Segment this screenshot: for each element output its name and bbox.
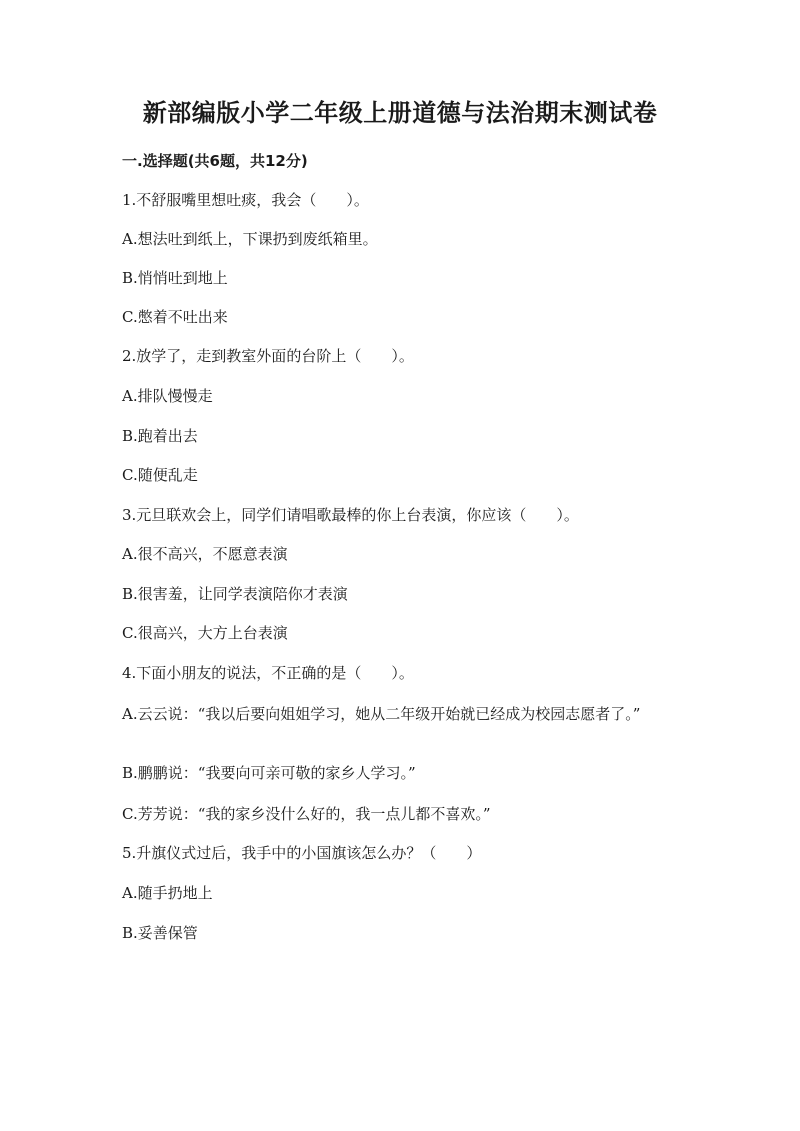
question-stem: 5.升旗仪式过后，我手中的小国旗该怎么办？（ ）: [122, 844, 482, 862]
exam-title: 新部编版小学二年级上册道德与法治期末测试卷: [142, 99, 658, 127]
question-option: A.想法吐到纸上，下课扔到废纸箱里。: [122, 230, 378, 248]
question-option: B.很害羞，让同学表演陪你才表演: [122, 585, 348, 603]
question-stem: 3.元旦联欢会上，同学们请唱歌最棒的你上台表演，你应该（ ）。: [122, 506, 579, 524]
question-option: A.云云说：“我以后要向姐姐学习，她从二年级开始就已经成为校园志愿者了。”: [122, 705, 641, 723]
question-stem: 2.放学了，走到教室外面的台阶上（ ）。: [122, 347, 414, 365]
question-option: C.很高兴，大方上台表演: [122, 624, 288, 642]
question-stem: 1.不舒服嘴里想吐痰，我会（ ）。: [122, 191, 369, 209]
question-option: A.很不高兴，不愿意表演: [122, 545, 288, 563]
question-option: B.妥善保管: [122, 924, 198, 942]
section-heading: 一.选择题(共6题，共12分): [122, 152, 308, 170]
question-option: C.随便乱走: [122, 466, 198, 484]
question-stem: 4.下面小朋友的说法，不正确的是（ ）。: [122, 664, 414, 682]
question-option: B.鹏鹏说：“我要向可亲可敬的家乡人学习。”: [122, 764, 416, 782]
question-option: C.芳芳说：“我的家乡没什么好的，我一点儿都不喜欢。”: [122, 805, 491, 823]
question-option: C.憋着不吐出来: [122, 308, 228, 326]
question-option: B.跑着出去: [122, 427, 198, 445]
question-option: B.悄悄吐到地上: [122, 269, 228, 287]
question-option: A.排队慢慢走: [122, 387, 213, 405]
question-option: A.随手扔地上: [122, 884, 213, 902]
